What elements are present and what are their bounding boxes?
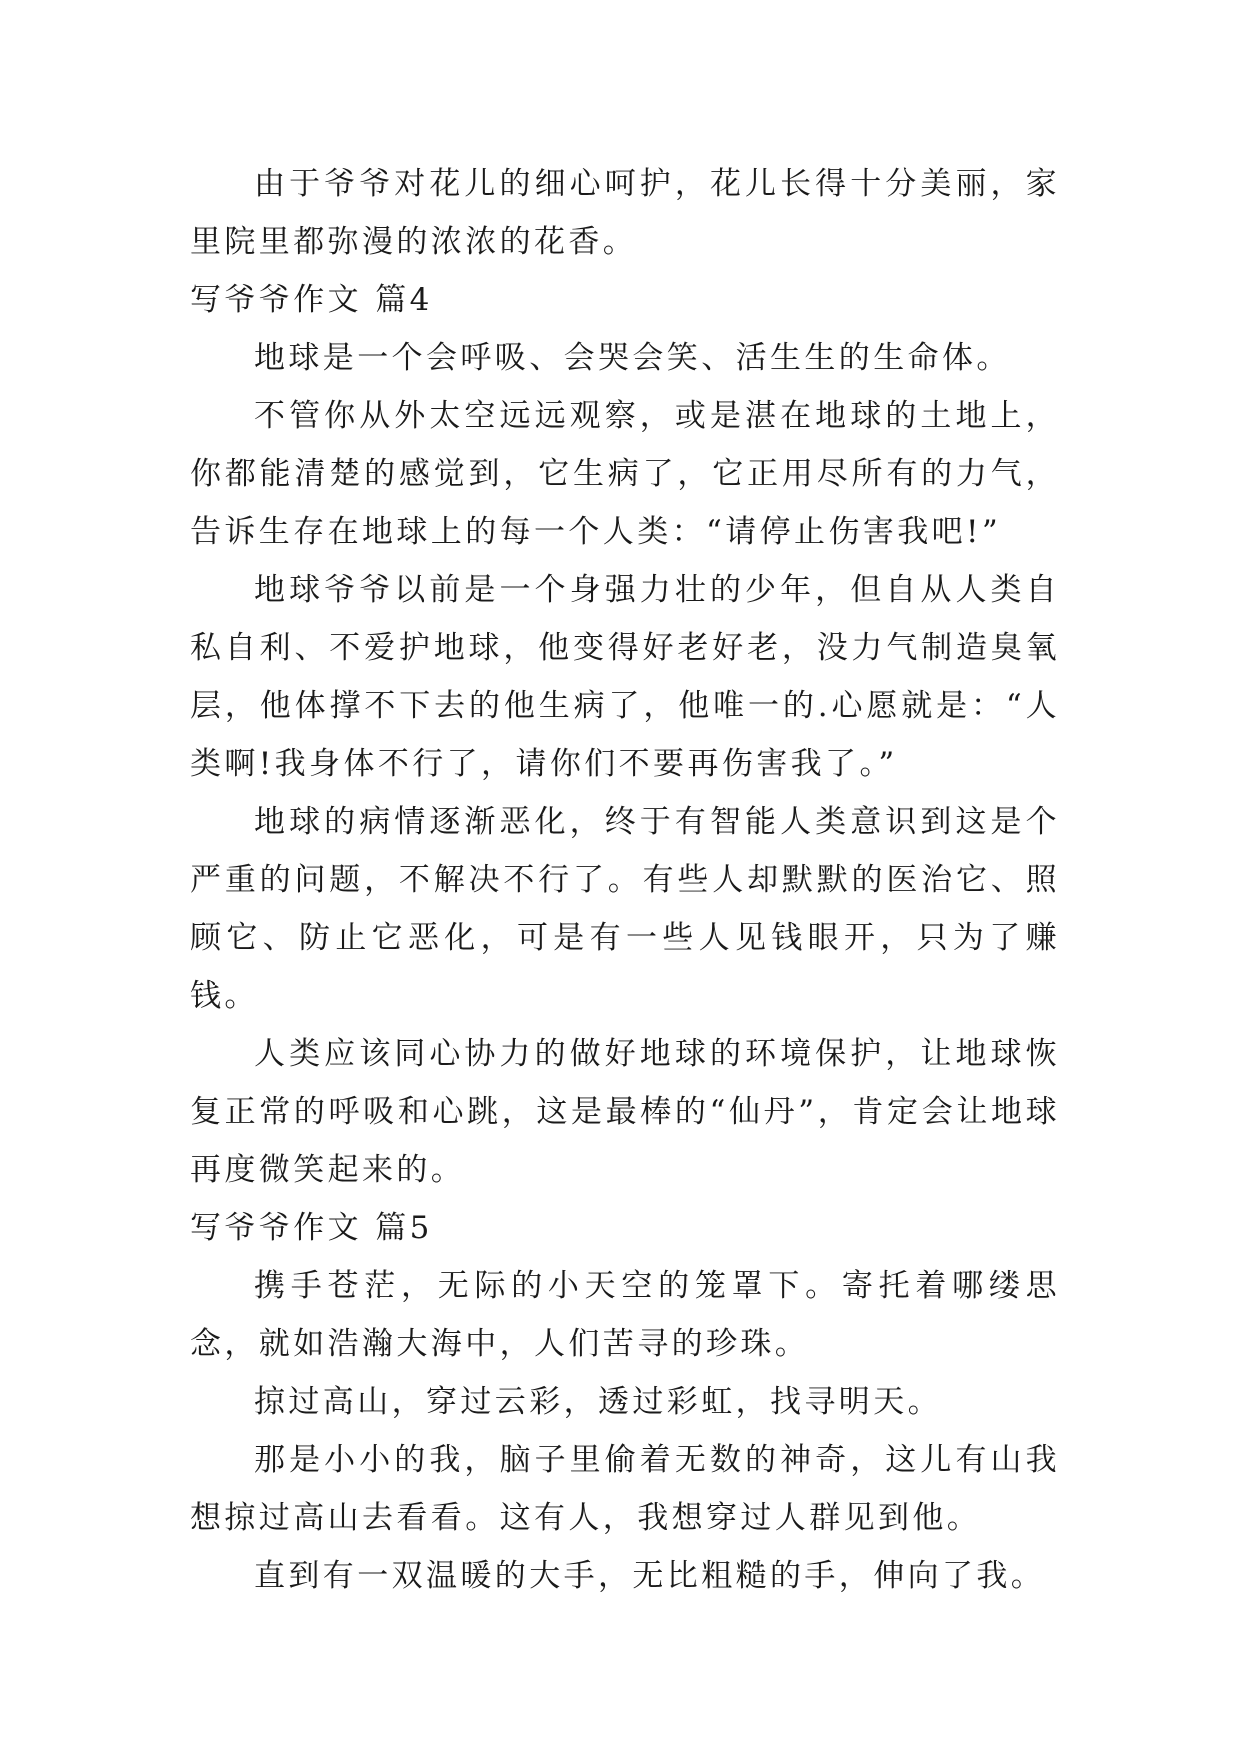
paragraph: 直到有一双温暖的大手，无比粗糙的手，伸向了我。 <box>254 1558 1046 1594</box>
paragraph: 掠过高山，穿过云彩，透过彩虹，找寻明天。 <box>254 1384 942 1420</box>
paragraph: 地球爷爷以前是一个身强力壮的少年，但自从人类自私自利、不爱护地球，他变得好老好老，没力气制造臭氧层，他体撑不下去的他生病了，他唯一的.心愿就是：“人类啊!我身体不行了，请你们不要再伤害我了。” <box>190 572 1060 782</box>
document-page <box>190 155 1060 1605</box>
paragraph: 携手苍茫，无际的小天空的笼罩下。寄托着哪缕思念，就如浩瀚大海中，人们苦寻的珍珠。 <box>190 1268 1060 1362</box>
paragraph: 地球的病情逐渐恶化，终于有智能人类意识到这是个严重的问题，不解决不行了。有些人却默默的医治它、照顾它、防止它恶化，可是有一些人见钱眼开，只为了赚钱。 <box>190 804 1060 1014</box>
paragraph: 那是小小的我，脑子里偷着无数的神奇，这儿有山我想掠过高山去看看。这有人，我想穿过人群见到他。 <box>190 1442 1060 1536</box>
section-heading: 写爷爷作文 篇5 <box>190 1210 433 1246</box>
section-heading: 写爷爷作文 篇4 <box>190 282 433 318</box>
paragraph: 由于爷爷对花儿的细心呵护，花儿长得十分美丽，家里院里都弥漫的浓浓的花香。 <box>190 166 1060 260</box>
paragraph: 地球是一个会呼吸、会哭会笑、活生生的生命体。 <box>254 340 1011 376</box>
paragraph: 人类应该同心协力的做好地球的环境保护，让地球恢复正常的呼吸和心跳，这是最棒的“仙丹”，肯定会让地球再度微笑起来的。 <box>190 1036 1060 1188</box>
paragraph: 不管你从外太空远远观察，或是湛在地球的土地上，你都能清楚的感觉到，它生病了，它正用尽所有的力气，告诉生存在地球上的每一个人类：“请停止伤害我吧!” <box>190 398 1060 550</box>
